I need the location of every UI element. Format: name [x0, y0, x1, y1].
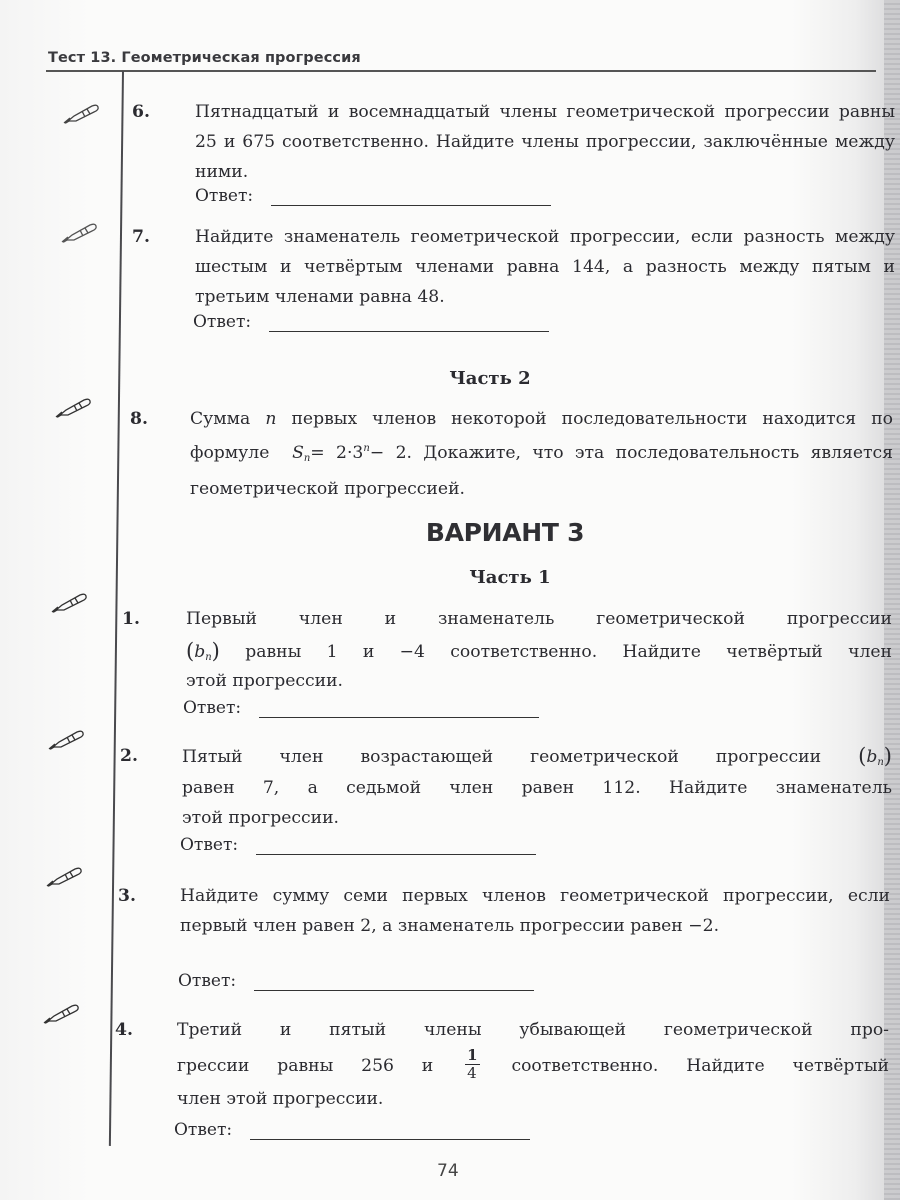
- formula-S: S: [292, 443, 304, 463]
- formula-sub: n: [303, 453, 311, 464]
- task-line-3: этой прогрессии.: [186, 671, 344, 691]
- header-rule: [46, 70, 876, 72]
- task-line-2: [177, 1046, 890, 1084]
- text: . Докажите, что эта последовательность является геометрической прогрессией.: [190, 443, 894, 499]
- task-8: [130, 404, 894, 499]
- task-7: [132, 222, 894, 312]
- task-line-1: Первый член и знаменатель геометрической прогрессии: [186, 609, 892, 629]
- running-header: Тест 13. Геометрическая прогрессия: [48, 50, 361, 66]
- sequence-notation: $(b_n)$: [858, 744, 892, 768]
- formula-sup: n: [363, 443, 370, 454]
- fountain-pen-icon: [54, 397, 94, 419]
- task-number: 6.: [132, 102, 150, 122]
- task-text: Найдите сумму семи первых членов геометрической прогрессии, если первый член равен 2, а знаменатель прогрессии равен −2.: [180, 886, 890, 936]
- answer-line[interactable]: [269, 315, 549, 332]
- task-number: 1.: [122, 609, 140, 629]
- task-line-1: Третий и пятый члены убывающей геометрической про-: [177, 1020, 889, 1040]
- task-number: 7.: [132, 227, 150, 247]
- answer-field-6[interactable]: [195, 186, 551, 206]
- fountain-pen-icon: [47, 729, 87, 751]
- formula-rhs: − 2: [369, 443, 407, 463]
- seq-sub: n: [877, 757, 884, 768]
- variant3-task-4: [115, 1015, 894, 1115]
- task-line-3: этой прогрессии.: [182, 808, 340, 828]
- answer-field-v3-3[interactable]: [178, 971, 534, 991]
- answer-field-v3-2[interactable]: [180, 835, 536, 855]
- answer-label: Ответ:: [180, 835, 239, 855]
- answer-line[interactable]: [259, 701, 539, 718]
- fraction: [465, 1047, 479, 1082]
- part-2-heading: Часть 2: [449, 368, 531, 389]
- formula: [281, 443, 407, 463]
- text: первых членов некоторой последовательности находится по формуле: [190, 409, 894, 463]
- variant3-task-3: [118, 881, 894, 971]
- text: грессии равны 256 и: [177, 1056, 434, 1076]
- page-number: 74: [437, 1161, 459, 1181]
- variant3-task-2: [120, 741, 894, 836]
- task-6: [132, 97, 894, 187]
- fountain-pen-icon: [60, 222, 100, 244]
- sequence-notation: $(b_n)$: [186, 639, 220, 663]
- seq-b: b: [866, 747, 878, 767]
- answer-label: Ответ:: [174, 1120, 233, 1140]
- task-number: 4.: [115, 1020, 133, 1040]
- fountain-pen-icon: [62, 103, 102, 125]
- answer-label: Ответ:: [183, 698, 242, 718]
- text: Сумма: [190, 409, 251, 429]
- fountain-pen-icon: [42, 1003, 82, 1025]
- task-text: [190, 404, 893, 504]
- answer-field-v3-4[interactable]: [174, 1120, 530, 1140]
- fraction-numerator: 1: [467, 1046, 478, 1064]
- formula-rhs: = 2·3: [310, 443, 364, 463]
- answer-line[interactable]: [256, 838, 536, 855]
- answer-field-7[interactable]: [193, 312, 549, 332]
- answer-line[interactable]: [271, 189, 551, 206]
- seq-sub: n: [205, 652, 212, 663]
- task-number: 2.: [120, 746, 138, 766]
- variant3-task-1: [122, 604, 894, 699]
- answer-label: Ответ:: [195, 186, 254, 206]
- fountain-pen-icon: [50, 592, 90, 614]
- text: Пятый член возрастающей геометрической прогрессии: [182, 747, 822, 767]
- answer-label: Ответ:: [178, 971, 237, 991]
- seq-b: b: [194, 642, 206, 662]
- text: соответственно. Найдите четвёртый: [511, 1056, 890, 1076]
- task-line-2: равен 7, а седьмой член равен 112. Найдите знаменатель: [182, 778, 892, 798]
- answer-line[interactable]: [254, 974, 534, 991]
- variant-heading: ВАРИАНТ 3: [425, 518, 585, 547]
- answer-label: Ответ:: [193, 312, 252, 332]
- task-line-3: член этой прогрессии.: [177, 1089, 384, 1109]
- fraction-denominator: 4: [467, 1064, 477, 1082]
- answer-field-v3-1[interactable]: [183, 698, 539, 718]
- task-number: 8.: [130, 409, 148, 429]
- text: равны 1 и −4 соответственно. Найдите четвёртый член: [245, 642, 892, 662]
- task-text: Найдите знаменатель геометрической прогрессии, если разность между шестым и четвёртым членами равна 144, а разность между пятым и третьим членами равна 48.: [195, 227, 895, 307]
- task-number: 3.: [118, 886, 136, 906]
- part-1-heading: Часть 1: [469, 567, 551, 588]
- answer-line[interactable]: [250, 1123, 530, 1140]
- math-var-n: n: [265, 409, 277, 429]
- task-text: Пятнадцатый и восемнадцатый члены геометрической прогрессии равны 25 и 675 соответственно. Найдите члены прогрессии, заключённые между ними.: [195, 102, 895, 182]
- fountain-pen-icon: [45, 866, 85, 888]
